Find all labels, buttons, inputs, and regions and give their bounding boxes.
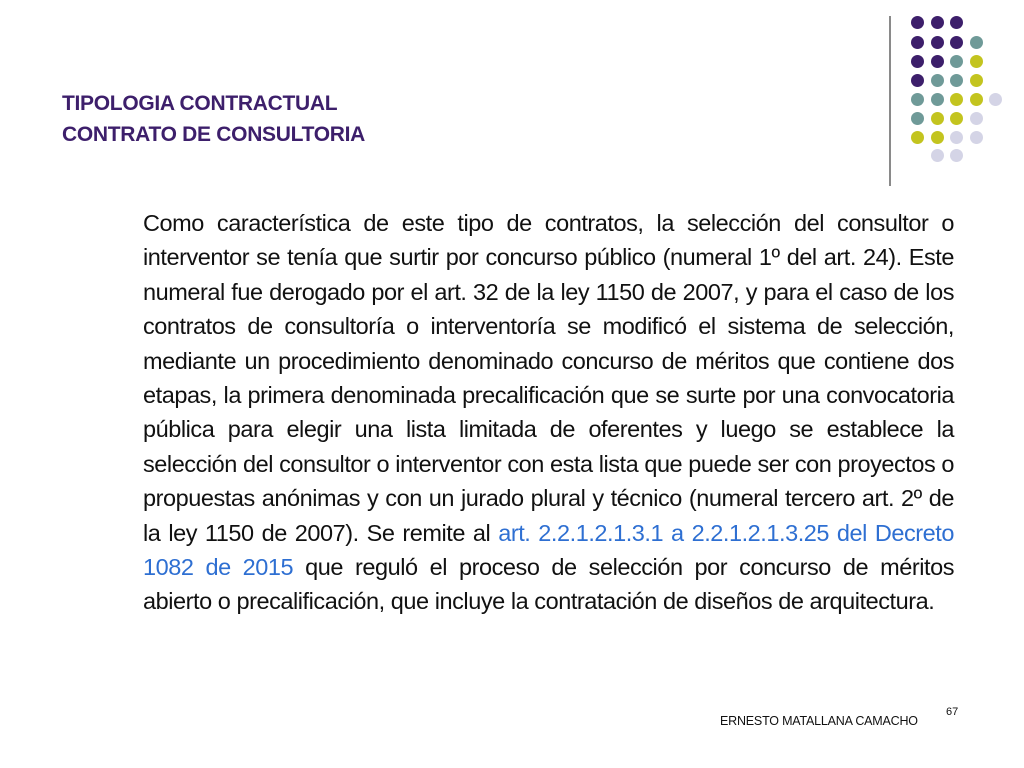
decorative-dot <box>970 55 983 68</box>
decorative-dot <box>911 131 924 144</box>
decorative-dot <box>970 131 983 144</box>
decorative-dot <box>950 74 963 87</box>
body-text-before-link: Como característica de este tipo de contratos, la selección del consultor o interventor se tenía que surtir por concurso público (numeral 1º del art. 24). Este numeral fue derogado por el art. 32 de la ley 1150 de 2007, y para el caso de los contratos de consultoría o interventoría se modificó el sistema de selección, mediante un procedimiento denominado concurso de méritos que contiene dos etapas, la primera denominada precalificación que se surte por una convocatoria pública para elegir una lista limitada de oferentes y luego se establece la selección del consultor o interventor con esta lista que puede ser con proyectos o propuestas anónimas y con un jurado plural y técnico (numeral tercero art. 2º de la ley 1150 de 2007). Se remite al <box>143 210 954 546</box>
body-paragraph <box>143 206 954 619</box>
decorative-dot <box>931 131 944 144</box>
title-line-1: TIPOLOGIA CONTRACTUAL <box>62 92 338 115</box>
title-line-2: CONTRATO DE CONSULTORIA <box>62 123 366 146</box>
decorative-dot <box>911 16 924 29</box>
decorative-dot <box>911 74 924 87</box>
decorative-dot <box>931 74 944 87</box>
decorative-dot <box>950 149 963 162</box>
body-text-after-link: que reguló el proceso de selección por concurso de méritos abierto o precalificación, que incluye la contratación de diseños de arquitectura. <box>143 554 954 615</box>
decorative-dot <box>931 93 944 106</box>
footer-author: ERNESTO MATALLANA CAMACHO <box>720 714 918 728</box>
decorative-dot <box>950 55 963 68</box>
decorative-dot <box>950 16 963 29</box>
decorative-dot <box>931 36 944 49</box>
decree-reference-link[interactable]: art. 2.2.1.2.1.3.1 a 2.2.1.2.1.3.25 del Decreto 1082 de 2015 <box>143 519 954 581</box>
decorative-dot <box>931 55 944 68</box>
decorative-dot <box>950 93 963 106</box>
decorative-dot <box>911 55 924 68</box>
slide-title <box>62 88 365 150</box>
decorative-dot <box>911 112 924 125</box>
decorative-dot <box>931 149 944 162</box>
decorative-dot <box>989 93 1002 106</box>
page-number: 67 <box>946 706 959 718</box>
decorative-dot <box>950 112 963 125</box>
decorative-dot <box>970 112 983 125</box>
decorative-dot <box>931 112 944 125</box>
decorative-dot <box>931 16 944 29</box>
decorative-dot <box>970 93 983 106</box>
decorative-dot <box>950 131 963 144</box>
decorative-dot <box>950 36 963 49</box>
decorative-dot <box>911 36 924 49</box>
vertical-divider <box>889 16 891 186</box>
decorative-dot <box>911 93 924 106</box>
decorative-dot <box>970 36 983 49</box>
decorative-dot <box>970 74 983 87</box>
